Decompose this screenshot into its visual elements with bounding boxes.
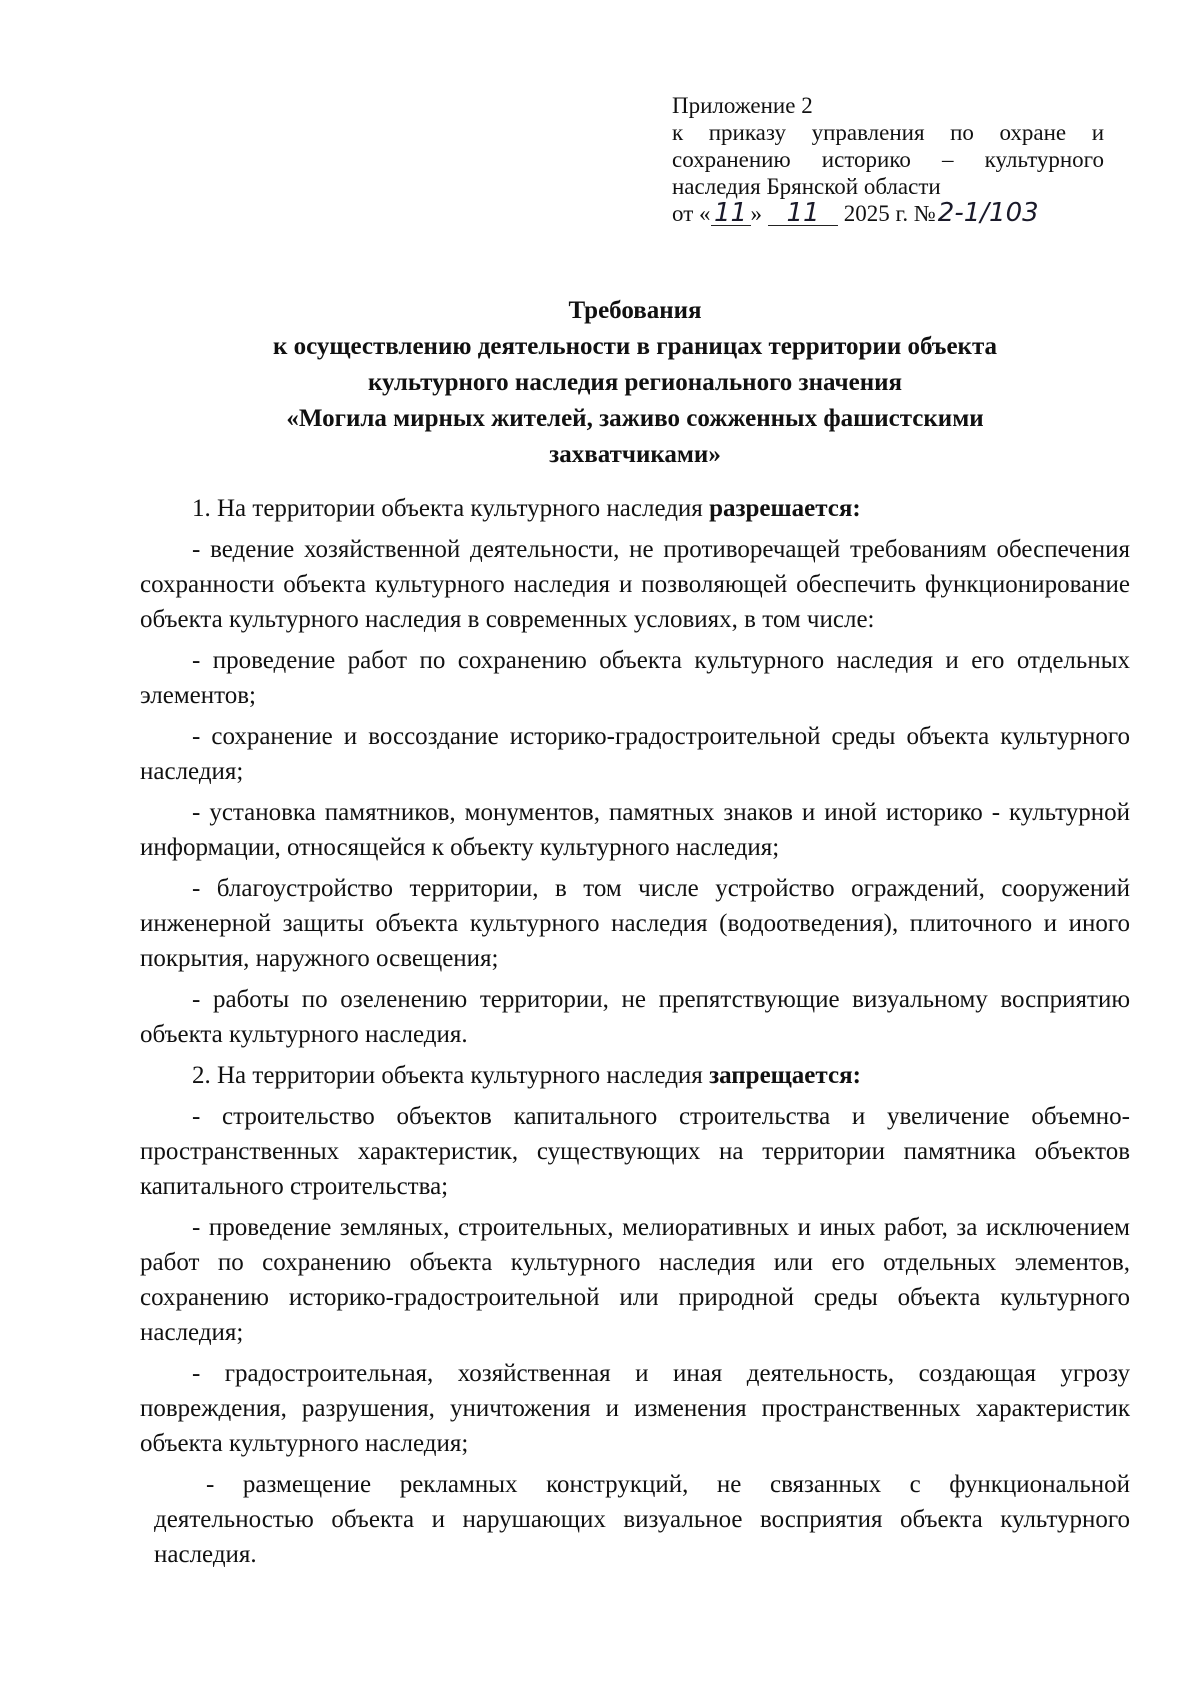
appendix-title: Приложение 2 [672,93,813,118]
section-2-item: - размещение рекламных конструкций, не связанных с функциональной деятельностью объекта и нарушающих визуальное восприятия объекта культурного наследия. [154,1471,1130,1568]
section-2-item: - градостроительная, хозяйственная и иная деятельность, создающая угрозу повреждения, разрушения, уничтожения и изменения пространственных характеристик объекта культурного наследия; [140,1360,1130,1457]
title-line-3: культурного наследия регионального значения [367,369,903,396]
document-body [140,491,1130,1578]
section-2-intro-text: 2. На территории объекта культурного наследия [192,1062,710,1089]
section-1-item: - благоустройство территории, в том числе устройство ограждений, сооружений инженерной защиты объекта культурного наследия (водоотведения), плиточного и иного покрытия, наружного освещения; [140,875,1130,972]
date-prefix: от « [672,201,711,226]
date-mid: » [750,201,762,226]
handwritten-order-number: 2-1/103 [937,198,1039,228]
section-1-intro [140,491,1130,526]
section-1-item: - работы по озеленению территории, не препятствующие визуальному восприятию объекта культурного наследия. [140,986,1130,1048]
handwritten-day: 11 [711,201,751,226]
section-2-prohibited-label: запрещается: [709,1062,861,1089]
section-1-item: - установка памятников, монументов, памятных знаков и иной историко - культурной информации, относящейся к объекту культурного наследия; [140,799,1130,861]
title-line-2: к осуществлению деятельности в границах территории объекта [272,333,998,360]
title-line-5: захватчиками» [549,441,721,468]
section-2-intro [140,1058,1130,1093]
document-title [140,293,1130,473]
date-year: 2025 г. № [843,201,936,226]
title-line-4: «Могила мирных жителей, заживо сожженных фашистскими [286,405,984,432]
appendix-line-2: сохранению историко – культурного [672,147,1104,172]
section-1-item: - проведение работ по сохранению объекта культурного наследия и его отдельных элементов; [140,647,1130,709]
section-1-item: - ведение хозяйственной деятельности, не противоречащей требованиям обеспечения сохранности объекта культурного наследия и позволяющей обеспечить функционирование объекта культурного наследия в современных условиях, в том числе: [140,536,1130,633]
section-1-item: - сохранение и воссоздание историко-градостроительной среды объекта культурного наследия; [140,723,1130,785]
appendix-header [672,92,1104,227]
title-line-1: Требования [568,297,702,324]
section-1-intro-text: 1. На территории объекта культурного наследия [192,495,710,522]
appendix-line-1: к приказу управления по охране и [672,120,1104,145]
appendix-line-3: наследия Брянской области [672,174,941,199]
section-1-permitted-label: разрешается: [709,495,861,522]
order-date-line [672,200,1104,227]
section-2-item: - проведение земляных, строительных, мелиоративных и иных работ, за исключением работ по сохранению объекта культурного наследия или его отдельных элементов, сохранению историко-градостроительной или природной среды объекта культурного наследия; [140,1214,1130,1346]
section-2-item: - строительство объектов капитального строительства и увеличение объемно-пространственных характеристик, существующих на территории памятника объектов капитального строительства; [140,1103,1130,1200]
handwritten-month: 11 [768,201,838,226]
